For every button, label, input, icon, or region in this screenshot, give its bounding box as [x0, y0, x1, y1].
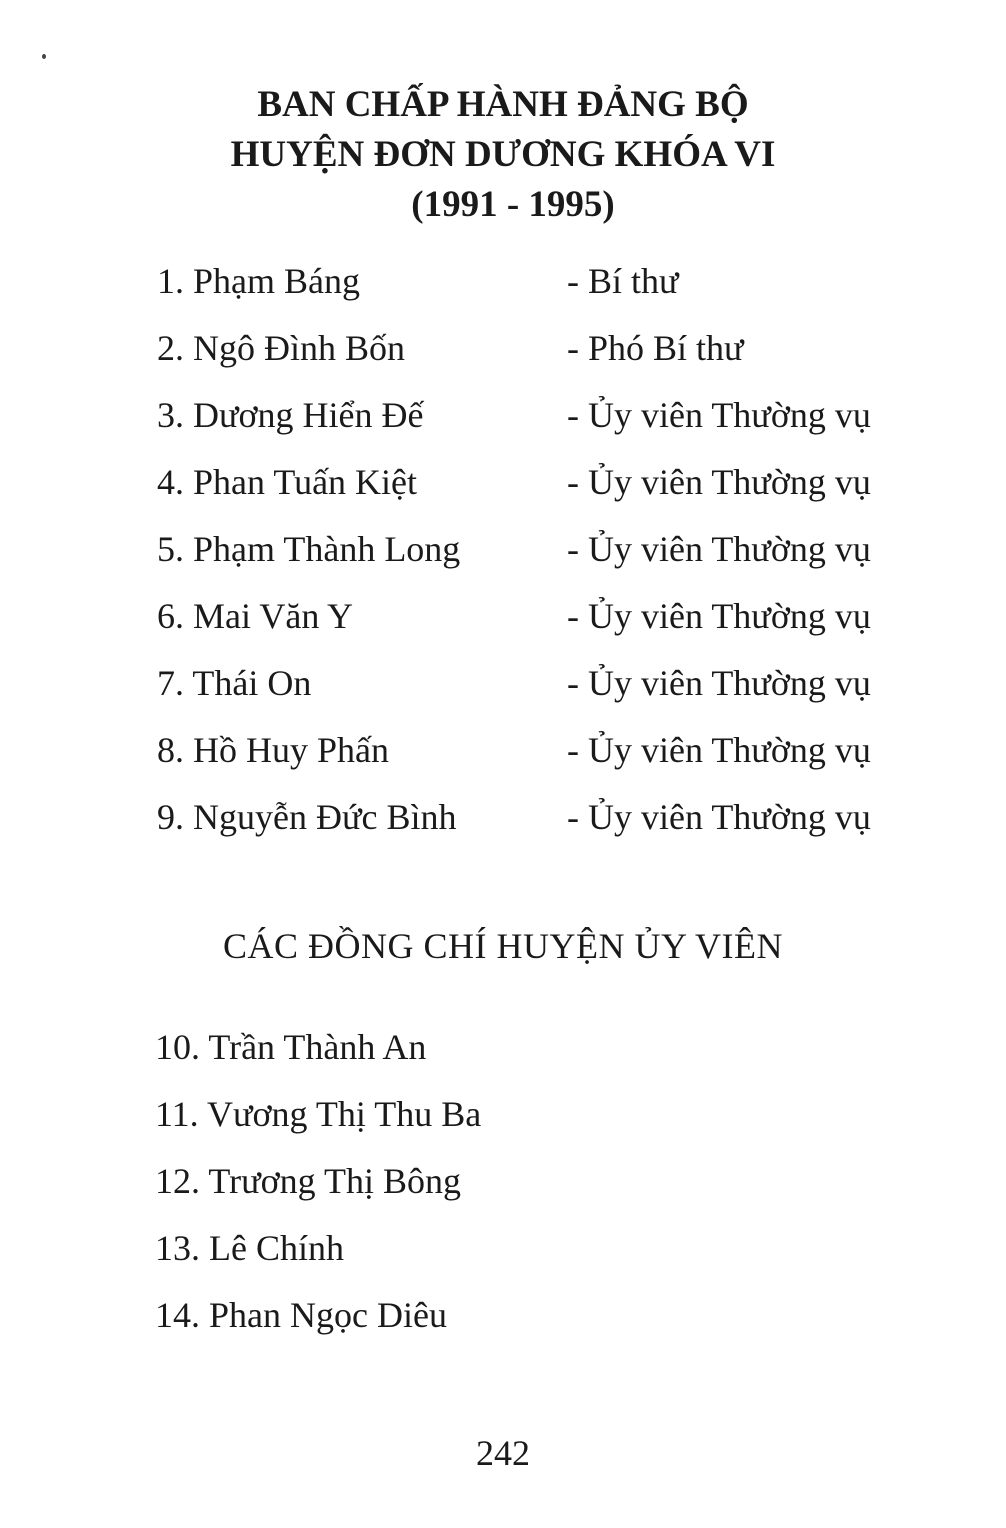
title-line-2: HUYỆN ĐƠN DƯƠNG KHÓA VI: [230, 134, 776, 175]
member-name: 2. Ngô Đình Bốn: [157, 328, 406, 368]
member-role: - Bí thư: [567, 261, 679, 301]
member-name: 7. Thái On: [157, 663, 312, 703]
member-role: - Ủy viên Thường vụ: [567, 797, 871, 837]
list-item: 14. Phan Ngọc Diêu: [155, 1295, 447, 1335]
member-role: - Phó Bí thư: [567, 328, 744, 368]
member-role: - Ủy viên Thường vụ: [567, 663, 871, 703]
list-item: 11. Vương Thị Thu Ba: [155, 1094, 482, 1134]
member-name: 1. Phạm Báng: [157, 261, 360, 301]
member-name: 4. Phan Tuấn Kiệt: [157, 462, 418, 502]
committee-row: [157, 524, 937, 574]
committee-row: [157, 658, 937, 708]
list-item: 13. Lê Chính: [155, 1228, 344, 1268]
list-item: 10. Trần Thành An: [155, 1027, 427, 1067]
committee-row: [157, 390, 937, 440]
member-role: - Ủy viên Thường vụ: [567, 462, 871, 502]
scan-speck: [42, 54, 46, 59]
title-line-1: BAN CHẤP HÀNH ĐẢNG BỘ: [257, 84, 749, 125]
member-role: - Ủy viên Thường vụ: [567, 395, 871, 435]
member-name: 3. Dương Hiển Đế: [157, 395, 424, 435]
committee-row: [157, 457, 937, 507]
member-name: 6. Mai Văn Y: [157, 596, 353, 636]
page-number: 242: [476, 1433, 530, 1473]
list-item: 12. Trương Thị Bông: [155, 1161, 461, 1201]
committee-row: [157, 323, 937, 373]
member-name: 8. Hồ Huy Phấn: [157, 730, 389, 770]
title-line-3: (1991 - 1995): [411, 184, 615, 225]
member-role: - Ủy viên Thường vụ: [567, 529, 871, 569]
member-name: 9. Nguyễn Đức Bình: [157, 797, 457, 837]
committee-row: [157, 725, 937, 775]
member-name: 5. Phạm Thành Long: [157, 529, 461, 569]
member-role: - Ủy viên Thường vụ: [567, 596, 871, 636]
committee-row: [157, 256, 937, 306]
member-role: - Ủy viên Thường vụ: [567, 730, 871, 770]
committee-row: [157, 591, 937, 641]
committee-row: [157, 792, 937, 842]
page-title: [0, 80, 1006, 230]
section-title: CÁC ĐỒNG CHÍ HUYỆN ỦY VIÊN: [223, 926, 783, 966]
